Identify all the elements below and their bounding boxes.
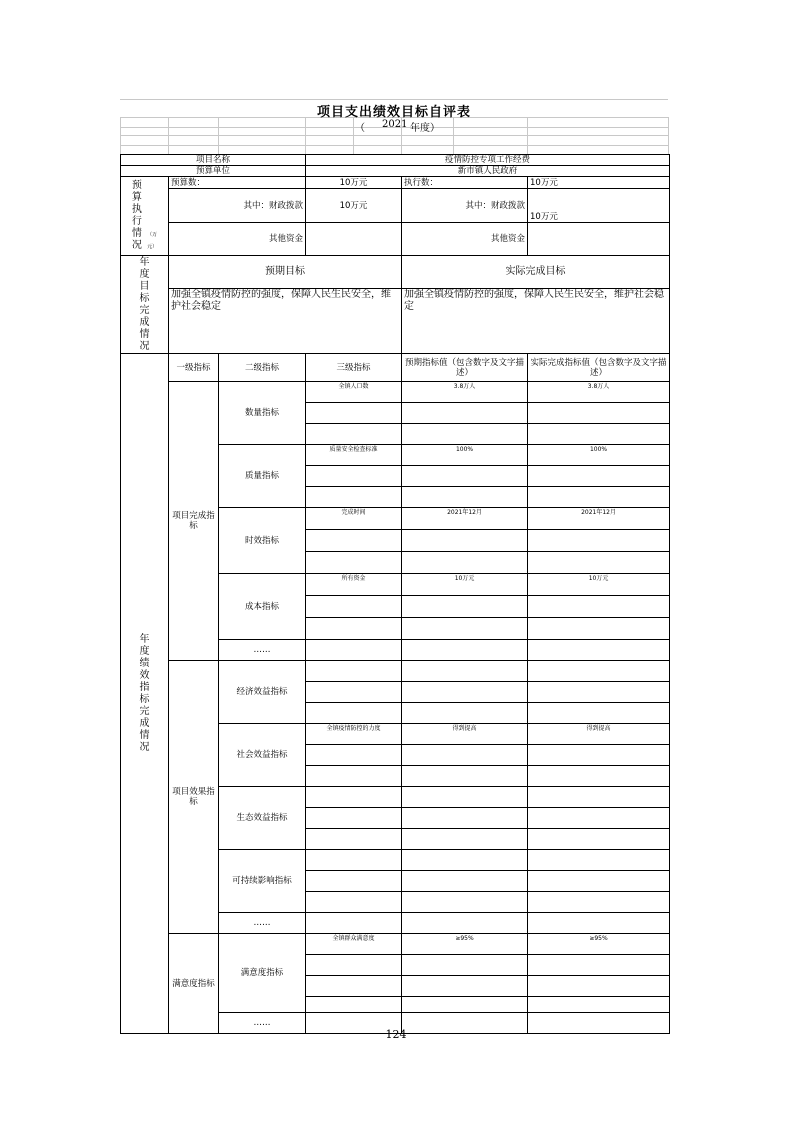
empty-cell — [528, 808, 670, 829]
empty-cell — [306, 596, 402, 618]
empty-cell — [528, 913, 670, 934]
other-funds-label: 其他资金 — [169, 223, 306, 256]
expected-goal-text: 加强全镇疫情防控的强度，保障人民生民安全，维护社会稳定 — [169, 289, 402, 354]
empty-cell — [402, 892, 528, 913]
category-sustainable: 可持续影响指标 — [219, 850, 306, 913]
cost-indicator: 所有资金 — [306, 574, 402, 596]
project-name-label: 项目名称 — [121, 155, 306, 166]
exec-amount-label: 执行数： — [402, 177, 528, 189]
empty-cell — [306, 829, 402, 850]
empty-cell — [402, 997, 528, 1013]
empty-cell — [402, 829, 528, 850]
budget-unit-value: 新市镇人民政府 — [306, 166, 670, 177]
empty-cell — [306, 682, 402, 703]
timeliness-actual: 2021年12月 — [528, 508, 670, 530]
empty-cell — [528, 955, 670, 976]
category-quantity: 数量指标 — [219, 382, 306, 445]
empty-cell — [402, 682, 528, 703]
expected-goal-header: 预期目标 — [169, 256, 402, 289]
empty-cell — [402, 871, 528, 892]
indicators-section-label — [121, 354, 169, 1034]
empty-cell — [306, 787, 402, 808]
empty-cell — [306, 808, 402, 829]
empty-cell — [402, 596, 528, 618]
empty-cell — [306, 892, 402, 913]
fiscal-exec-value: 10万元 — [528, 189, 670, 223]
subtitle-suffix: 年度） — [410, 123, 440, 134]
empty-cell — [306, 850, 402, 871]
empty-cell — [528, 745, 670, 766]
empty-cell — [402, 787, 528, 808]
empty-cell — [306, 466, 402, 487]
budget-section-text: 预算执行情况 — [131, 179, 142, 251]
empty-cell — [306, 530, 402, 552]
empty-cell — [528, 976, 670, 997]
empty-cell — [306, 766, 402, 787]
category-ellipsis: …… — [219, 913, 306, 934]
empty-cell — [402, 466, 528, 487]
quality-expected: 100% — [402, 445, 528, 466]
category-ellipsis: …… — [219, 640, 306, 661]
empty-cell — [306, 871, 402, 892]
level2-header: 二级指标 — [219, 354, 306, 382]
level1-header: 一级指标 — [169, 354, 219, 382]
empty-cell — [402, 913, 528, 934]
quality-indicator: 质量安全检查标准 — [306, 445, 402, 466]
budget-unit-label: 预算单位 — [121, 166, 306, 177]
empty-cell — [306, 745, 402, 766]
social-indicator: 全镇疫情防控的力度 — [306, 724, 402, 745]
empty-cell — [306, 913, 402, 934]
empty-cell — [402, 618, 528, 640]
empty-cell — [528, 997, 670, 1013]
exec-amount-value: 10万元 — [528, 177, 670, 189]
empty-cell — [402, 640, 528, 661]
quantity-indicator: 全镇人口数 — [306, 382, 402, 403]
empty-cell — [402, 424, 528, 445]
empty-cell — [528, 424, 670, 445]
category-ellipsis: …… — [219, 1013, 306, 1034]
fiscal-exec-label: 其中：财政拨款 — [402, 189, 528, 223]
level3-header: 三级指标 — [306, 354, 402, 382]
page-title: 项目支出绩效目标自评表 — [316, 105, 471, 120]
category-timeliness: 时效指标 — [219, 508, 306, 574]
page-number: 124 — [385, 1028, 407, 1041]
category-cost: 成本指标 — [219, 574, 306, 640]
category-quality: 质量指标 — [219, 445, 306, 508]
satisfaction-actual: ≥95% — [528, 934, 670, 955]
empty-cell — [528, 787, 670, 808]
empty-cell — [528, 618, 670, 640]
empty-cell — [306, 661, 402, 682]
empty-cell — [306, 403, 402, 424]
fiscal-budget-value: 10万元 — [306, 189, 402, 223]
empty-cell — [528, 552, 670, 574]
empty-cell — [402, 808, 528, 829]
empty-cell — [306, 424, 402, 445]
budget-unit-note: （万元） — [147, 231, 158, 250]
empty-cell — [306, 976, 402, 997]
timeliness-indicator: 完成时间 — [306, 508, 402, 530]
actual-value-header: 实际完成指标值（包含数字及文字描述） — [528, 354, 670, 382]
empty-cell — [306, 552, 402, 574]
empty-cell — [528, 871, 670, 892]
fiscal-label: 其中：财政拨款 — [169, 189, 306, 223]
empty-cell — [402, 766, 528, 787]
quantity-expected: 3.8万人 — [402, 382, 528, 403]
cost-expected: 10万元 — [402, 574, 528, 596]
empty-cell — [402, 976, 528, 997]
actual-goal-header: 实际完成目标 — [402, 256, 670, 289]
cost-actual: 10万元 — [528, 574, 670, 596]
empty-cell — [402, 661, 528, 682]
empty-cell — [528, 682, 670, 703]
subtitle-left-paren: （ — [355, 123, 365, 134]
other-funds-exec-label: 其他资金 — [402, 223, 528, 256]
empty-cell — [528, 661, 670, 682]
empty-cell — [402, 487, 528, 508]
empty-cell — [306, 487, 402, 508]
goals-section-text: 年度目标完成情况 — [139, 256, 150, 352]
timeliness-expected: 2021年12月 — [402, 508, 528, 530]
indicators-section-text: 年度绩效指标完成情况 — [139, 633, 150, 753]
project-name-value: 疫情防控专项工作经费 — [306, 155, 670, 166]
actual-goal-text: 加强全镇疫情防控的强度，保障人民生民安全，维护社会稳定 — [402, 289, 670, 354]
empty-cell — [402, 552, 528, 574]
empty-cell — [306, 955, 402, 976]
group-satisfaction: 满意度指标 — [169, 934, 219, 1034]
category-economic: 经济效益指标 — [219, 661, 306, 724]
empty-cell — [528, 487, 670, 508]
empty-cell — [402, 955, 528, 976]
empty-cell — [402, 745, 528, 766]
empty-cell — [528, 596, 670, 618]
satisfaction-indicator: 全镇群众满意度 — [306, 934, 402, 955]
empty-cell — [402, 530, 528, 552]
budget-amount-value: 10万元 — [306, 177, 402, 189]
empty-cell — [306, 703, 402, 724]
empty-cell — [528, 640, 670, 661]
expected-value-header: 预期指标值（包含数字及文字描述） — [402, 354, 528, 382]
other-funds-exec — [528, 223, 670, 256]
empty-cell — [528, 850, 670, 871]
quality-actual: 100% — [528, 445, 670, 466]
empty-cell — [528, 829, 670, 850]
empty-cell — [528, 703, 670, 724]
empty-cell — [528, 466, 670, 487]
empty-cell — [528, 530, 670, 552]
evaluation-table — [120, 154, 670, 1034]
category-ecological: 生态效益指标 — [219, 787, 306, 850]
empty-cell — [528, 892, 670, 913]
category-social: 社会效益指标 — [219, 724, 306, 787]
quantity-actual: 3.8万人 — [528, 382, 670, 403]
group-completion: 项目完成指标 — [169, 382, 219, 661]
category-satisfaction: 满意度指标 — [219, 934, 306, 1013]
social-actual: 得到提高 — [528, 724, 670, 745]
empty-cell — [528, 766, 670, 787]
group-effect: 项目效果指标 — [169, 661, 219, 934]
other-funds-budget — [306, 223, 402, 256]
subtitle-year: 2021 — [382, 119, 408, 130]
empty-cell — [402, 703, 528, 724]
empty-cell — [528, 403, 670, 424]
goals-section-label — [121, 256, 169, 354]
empty-cell — [306, 618, 402, 640]
budget-section-label — [121, 177, 169, 256]
budget-amount-label: 预算数： — [169, 177, 306, 189]
empty-cell — [306, 997, 402, 1013]
empty-cell — [306, 640, 402, 661]
empty-cell — [402, 403, 528, 424]
empty-cell — [402, 850, 528, 871]
satisfaction-expected: ≥95% — [402, 934, 528, 955]
social-expected: 得到提高 — [402, 724, 528, 745]
